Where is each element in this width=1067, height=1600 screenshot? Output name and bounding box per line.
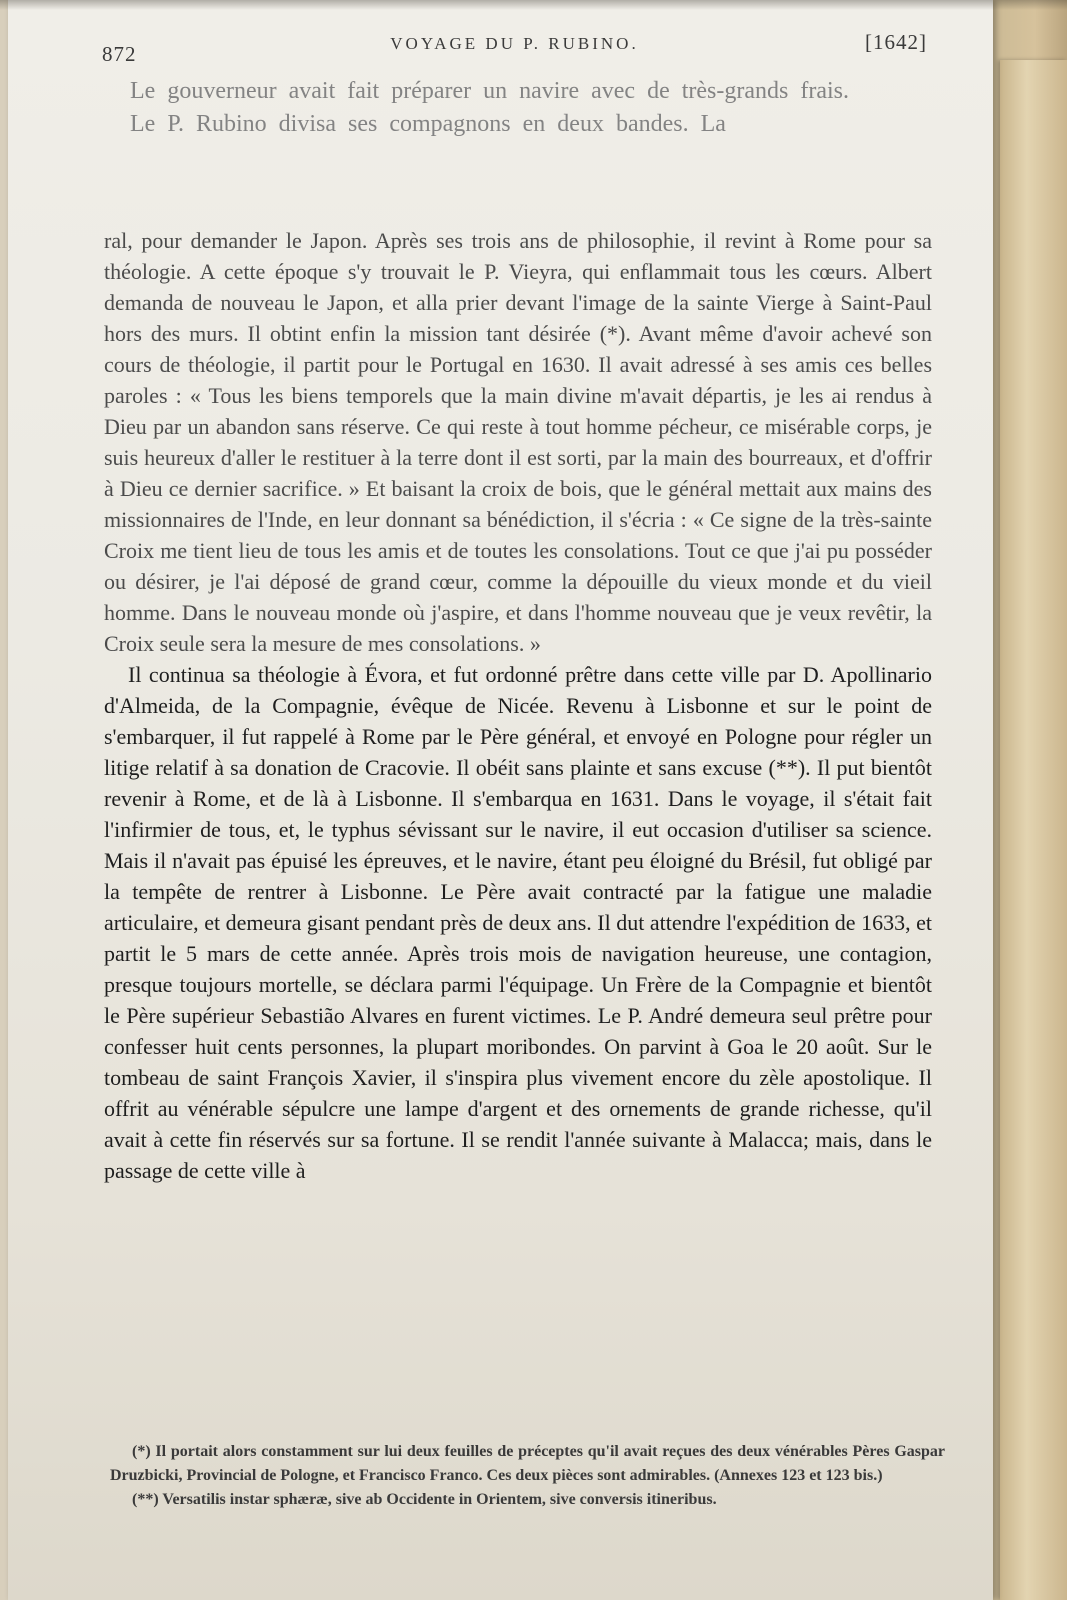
body-text: [104, 225, 932, 1186]
show-through-line-2: Le P. Rubino divisa ses compagnons en deux bandes. La: [130, 111, 726, 137]
page-edge-strip: [1000, 60, 1067, 1600]
footnotes: [110, 1440, 945, 1512]
page-number: 872: [102, 42, 137, 66]
show-through-line-1: Le gouverneur avait fait préparer un navire avec de très-grands frais.: [130, 78, 850, 104]
footnote-2: (**) Versatilis instar sphæræ, sive ab Occidente in Orientem, sive conversis itineribus.: [132, 1491, 717, 1508]
top-shadow: [0, 0, 1067, 10]
year-bracket: [1642]: [865, 30, 927, 54]
paragraph-1: ral, pour demander le Japon. Après ses trois ans de philosophie, il revint à Rome pour sa théologie. A cette époque s'y trouvait le P. Vieyra, qui enflammait tous les cœurs. Albert demanda de nouveau le Japon, et alla prier devant l'image de la sainte Vierge à Saint-Paul hors des murs. Il obtint enfin la mission tant désirée (*). Avant même d'avoir achevé son cours de théologie, il partit pour le Portugal en 1630. Il avait adressé à ses amis ces belles paroles : « Tous les biens temporels que la main divine m'avait départis, je les ai rendus à Dieu par un abandon sans réserve. Ce qui reste à tout homme pécheur, ce misérable corps, je suis heureux d'aller le restituer à la terre dont il est sorti, par la main des bourreaux, et d'offrir à Dieu ce dernier sacrifice. » Et baisant la croix de bois, que le général mettait aux mains des missionnaires de l'Inde, en leur donnant sa bénédiction, il s'écria : « Ce signe de la très-sainte Croix me tient lieu de tous les amis et de toutes les consolations. Tout ce que j'ai pu posséder ou désirer, je l'ai déposé de grand cœur, comme la dépouille du vieux monde et du vieil homme. Dans le nouveau monde où j'aspire, et dans l'homme nouveau que je veux revêtir, la Croix seule sera la mesure de mes consolations. »: [104, 228, 932, 656]
show-through-text: [100, 75, 930, 141]
footnote-1: (*) Il portait alors constamment sur lui deux feuilles de préceptes qu'il avait reçues des deux vénérables Pères Gaspar Druzbicki, Provincial de Pologne, et Francisco Franco. Ces deux pièces sont admirables. (Annexes 123 et 123 bis.): [110, 1443, 945, 1484]
running-title: VOYAGE DU P. RUBINO.: [390, 34, 639, 53]
page-header: [102, 28, 927, 66]
paragraph-2: Il continua sa théologie à Évora, et fut ordonné prêtre dans cette ville par D. Apollinario d'Almeida, de la Compagnie, évêque de Nicée. Revenu à Lisbonne et sur le point de s'embarquer, il fut rappelé à Rome par le Père général, et envoyé en Pologne pour régler un litige relatif à sa donation de Cracovie. Il obéit sans plainte et sans excuse (**). Il put bientôt revenir à Rome, et de là à Lisbonne. Il s'embarqua en 1631. Dans le voyage, il s'était fait l'infirmier de tous, et, le typhus sévissant sur le navire, il eut occasion d'utiliser sa science. Mais il n'avait pas épuisé les épreuves, et le navire, étant peu éloigné du Brésil, fut obligé par la tempête de rentrer à Lisbonne. Le Père avait contracté par la fatigue une maladie articulaire, et demeura gisant pendant près de deux ans. Il dut attendre l'expédition de 1633, et partit le 5 mars de cette année. Après trois mois de navigation heureuse, une contagion, presque toujours mortelle, se déclara parmi l'équipage. Un Frère de la Compagnie et bientôt le Père supérieur Sebastião Alvares en furent victimes. Le P. André demeura seul prêtre pour confesser huit cents personnes, la plupart moribondes. On parvint à Goa le 20 août. Sur le tombeau de saint François Xavier, il s'inspira plus vivement encore du zèle apostolique. Il offrit au vénérable sépulcre une lampe d'argent et des ornements de grande richesse, qu'il avait à cette fin réservés sur sa fortune. Il se rendit l'année suivante à Malacca; mais, dans le passage de cette ville à: [104, 662, 932, 1183]
